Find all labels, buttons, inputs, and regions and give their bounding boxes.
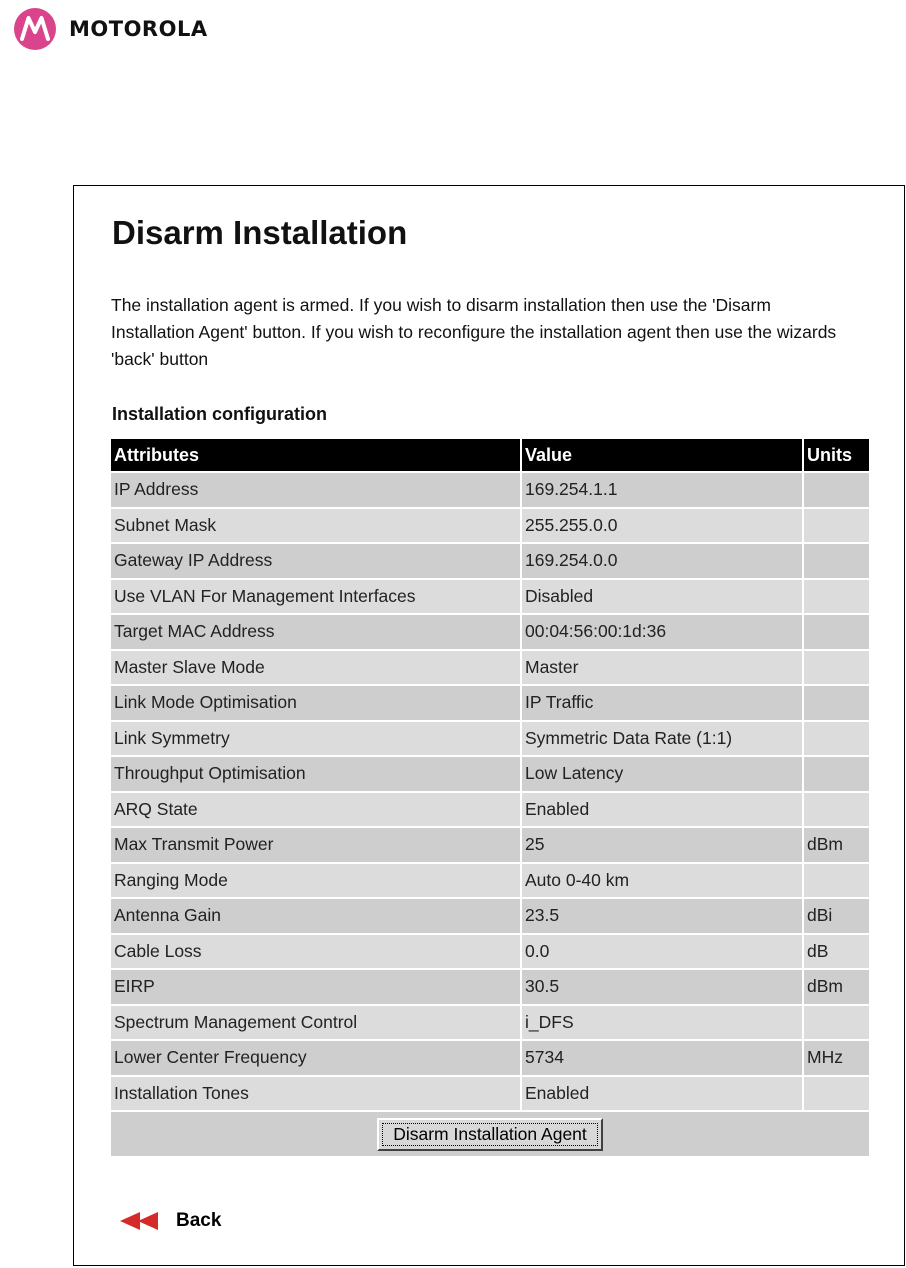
value-cell: 255.255.0.0 [522, 509, 802, 543]
attribute-cell: Ranging Mode [111, 864, 520, 898]
attribute-cell: Spectrum Management Control [111, 1006, 520, 1040]
table-row [111, 970, 869, 1004]
units-cell: dBm [804, 970, 869, 1004]
value-cell: Disabled [522, 580, 802, 614]
button-row [111, 1112, 869, 1156]
value-cell: 25 [522, 828, 802, 862]
table-row [111, 580, 869, 614]
section-title: Installation configuration [112, 404, 327, 424]
table-row [111, 473, 869, 507]
table-row [111, 1041, 869, 1075]
attribute-cell: Cable Loss [111, 935, 520, 969]
table-row [111, 899, 869, 933]
attribute-cell: Link Symmetry [111, 722, 520, 756]
value-cell: 00:04:56:00:1d:36 [522, 615, 802, 649]
units-cell [804, 757, 869, 791]
value-cell: Enabled [522, 1077, 802, 1111]
motorola-batwing-icon [14, 8, 56, 50]
units-cell [804, 509, 869, 543]
attribute-cell: EIRP [111, 970, 520, 1004]
value-cell: 169.254.0.0 [522, 544, 802, 578]
attribute-cell: Lower Center Frequency [111, 1041, 520, 1075]
disarm-installation-agent-button[interactable]: Disarm Installation Agent [377, 1118, 603, 1151]
installation-config-table [109, 437, 871, 1158]
table-row [111, 757, 869, 791]
brand-header [14, 8, 208, 50]
value-cell: 169.254.1.1 [522, 473, 802, 507]
attribute-cell: IP Address [111, 473, 520, 507]
table-header-row [111, 439, 869, 471]
back-label: Back [176, 1210, 222, 1231]
table-row [111, 793, 869, 827]
units-cell: MHz [804, 1041, 869, 1075]
units-cell: dBi [804, 899, 869, 933]
brand-name: MOTOROLA [69, 17, 208, 41]
header-units: Units [804, 439, 869, 471]
installation-panel [73, 185, 905, 1266]
units-cell [804, 615, 869, 649]
units-cell [804, 651, 869, 685]
units-cell [804, 722, 869, 756]
table-row [111, 935, 869, 969]
units-cell: dB [804, 935, 869, 969]
units-cell [804, 686, 869, 720]
value-cell: 5734 [522, 1041, 802, 1075]
table-row [111, 864, 869, 898]
table-row [111, 615, 869, 649]
table-row [111, 1006, 869, 1040]
attribute-cell: Antenna Gain [111, 899, 520, 933]
units-cell [804, 1077, 869, 1111]
table-row [111, 828, 869, 862]
intro-text: The installation agent is armed. If you wish to disarm installation then use the 'Disarm Installation Agent' button. If you wish to reconfigure the installation agent then use the wizards 'back' button [111, 295, 837, 369]
table-row [111, 544, 869, 578]
page-title: Disarm Installation [112, 214, 408, 251]
table-row [111, 509, 869, 543]
units-cell [804, 864, 869, 898]
attribute-cell: Max Transmit Power [111, 828, 520, 862]
header-value: Value [522, 439, 802, 471]
attribute-cell: ARQ State [111, 793, 520, 827]
units-cell: dBm [804, 828, 869, 862]
value-cell: Auto 0-40 km [522, 864, 802, 898]
value-cell: 23.5 [522, 899, 802, 933]
table-row [111, 651, 869, 685]
units-cell [804, 793, 869, 827]
value-cell: i_DFS [522, 1006, 802, 1040]
units-cell [804, 580, 869, 614]
header-attributes: Attributes [111, 439, 520, 471]
attribute-cell: Master Slave Mode [111, 651, 520, 685]
attribute-cell: Throughput Optimisation [111, 757, 520, 791]
table-row [111, 1077, 869, 1111]
attribute-cell: Gateway IP Address [111, 544, 520, 578]
attribute-cell: Use VLAN For Management Interfaces [111, 580, 520, 614]
value-cell: Symmetric Data Rate (1:1) [522, 722, 802, 756]
value-cell: 30.5 [522, 970, 802, 1004]
units-cell [804, 473, 869, 507]
value-cell: IP Traffic [522, 686, 802, 720]
table-row [111, 722, 869, 756]
attribute-cell: Target MAC Address [111, 615, 520, 649]
value-cell: 0.0 [522, 935, 802, 969]
attribute-cell: Subnet Mask [111, 509, 520, 543]
value-cell: Master [522, 651, 802, 685]
table-row [111, 686, 869, 720]
button-cell [111, 1112, 869, 1156]
double-left-arrow-icon [118, 1211, 162, 1231]
attribute-cell: Installation Tones [111, 1077, 520, 1111]
back-link[interactable] [118, 1210, 221, 1232]
attribute-cell: Link Mode Optimisation [111, 686, 520, 720]
value-cell: Low Latency [522, 757, 802, 791]
value-cell: Enabled [522, 793, 802, 827]
units-cell [804, 1006, 869, 1040]
units-cell [804, 544, 869, 578]
